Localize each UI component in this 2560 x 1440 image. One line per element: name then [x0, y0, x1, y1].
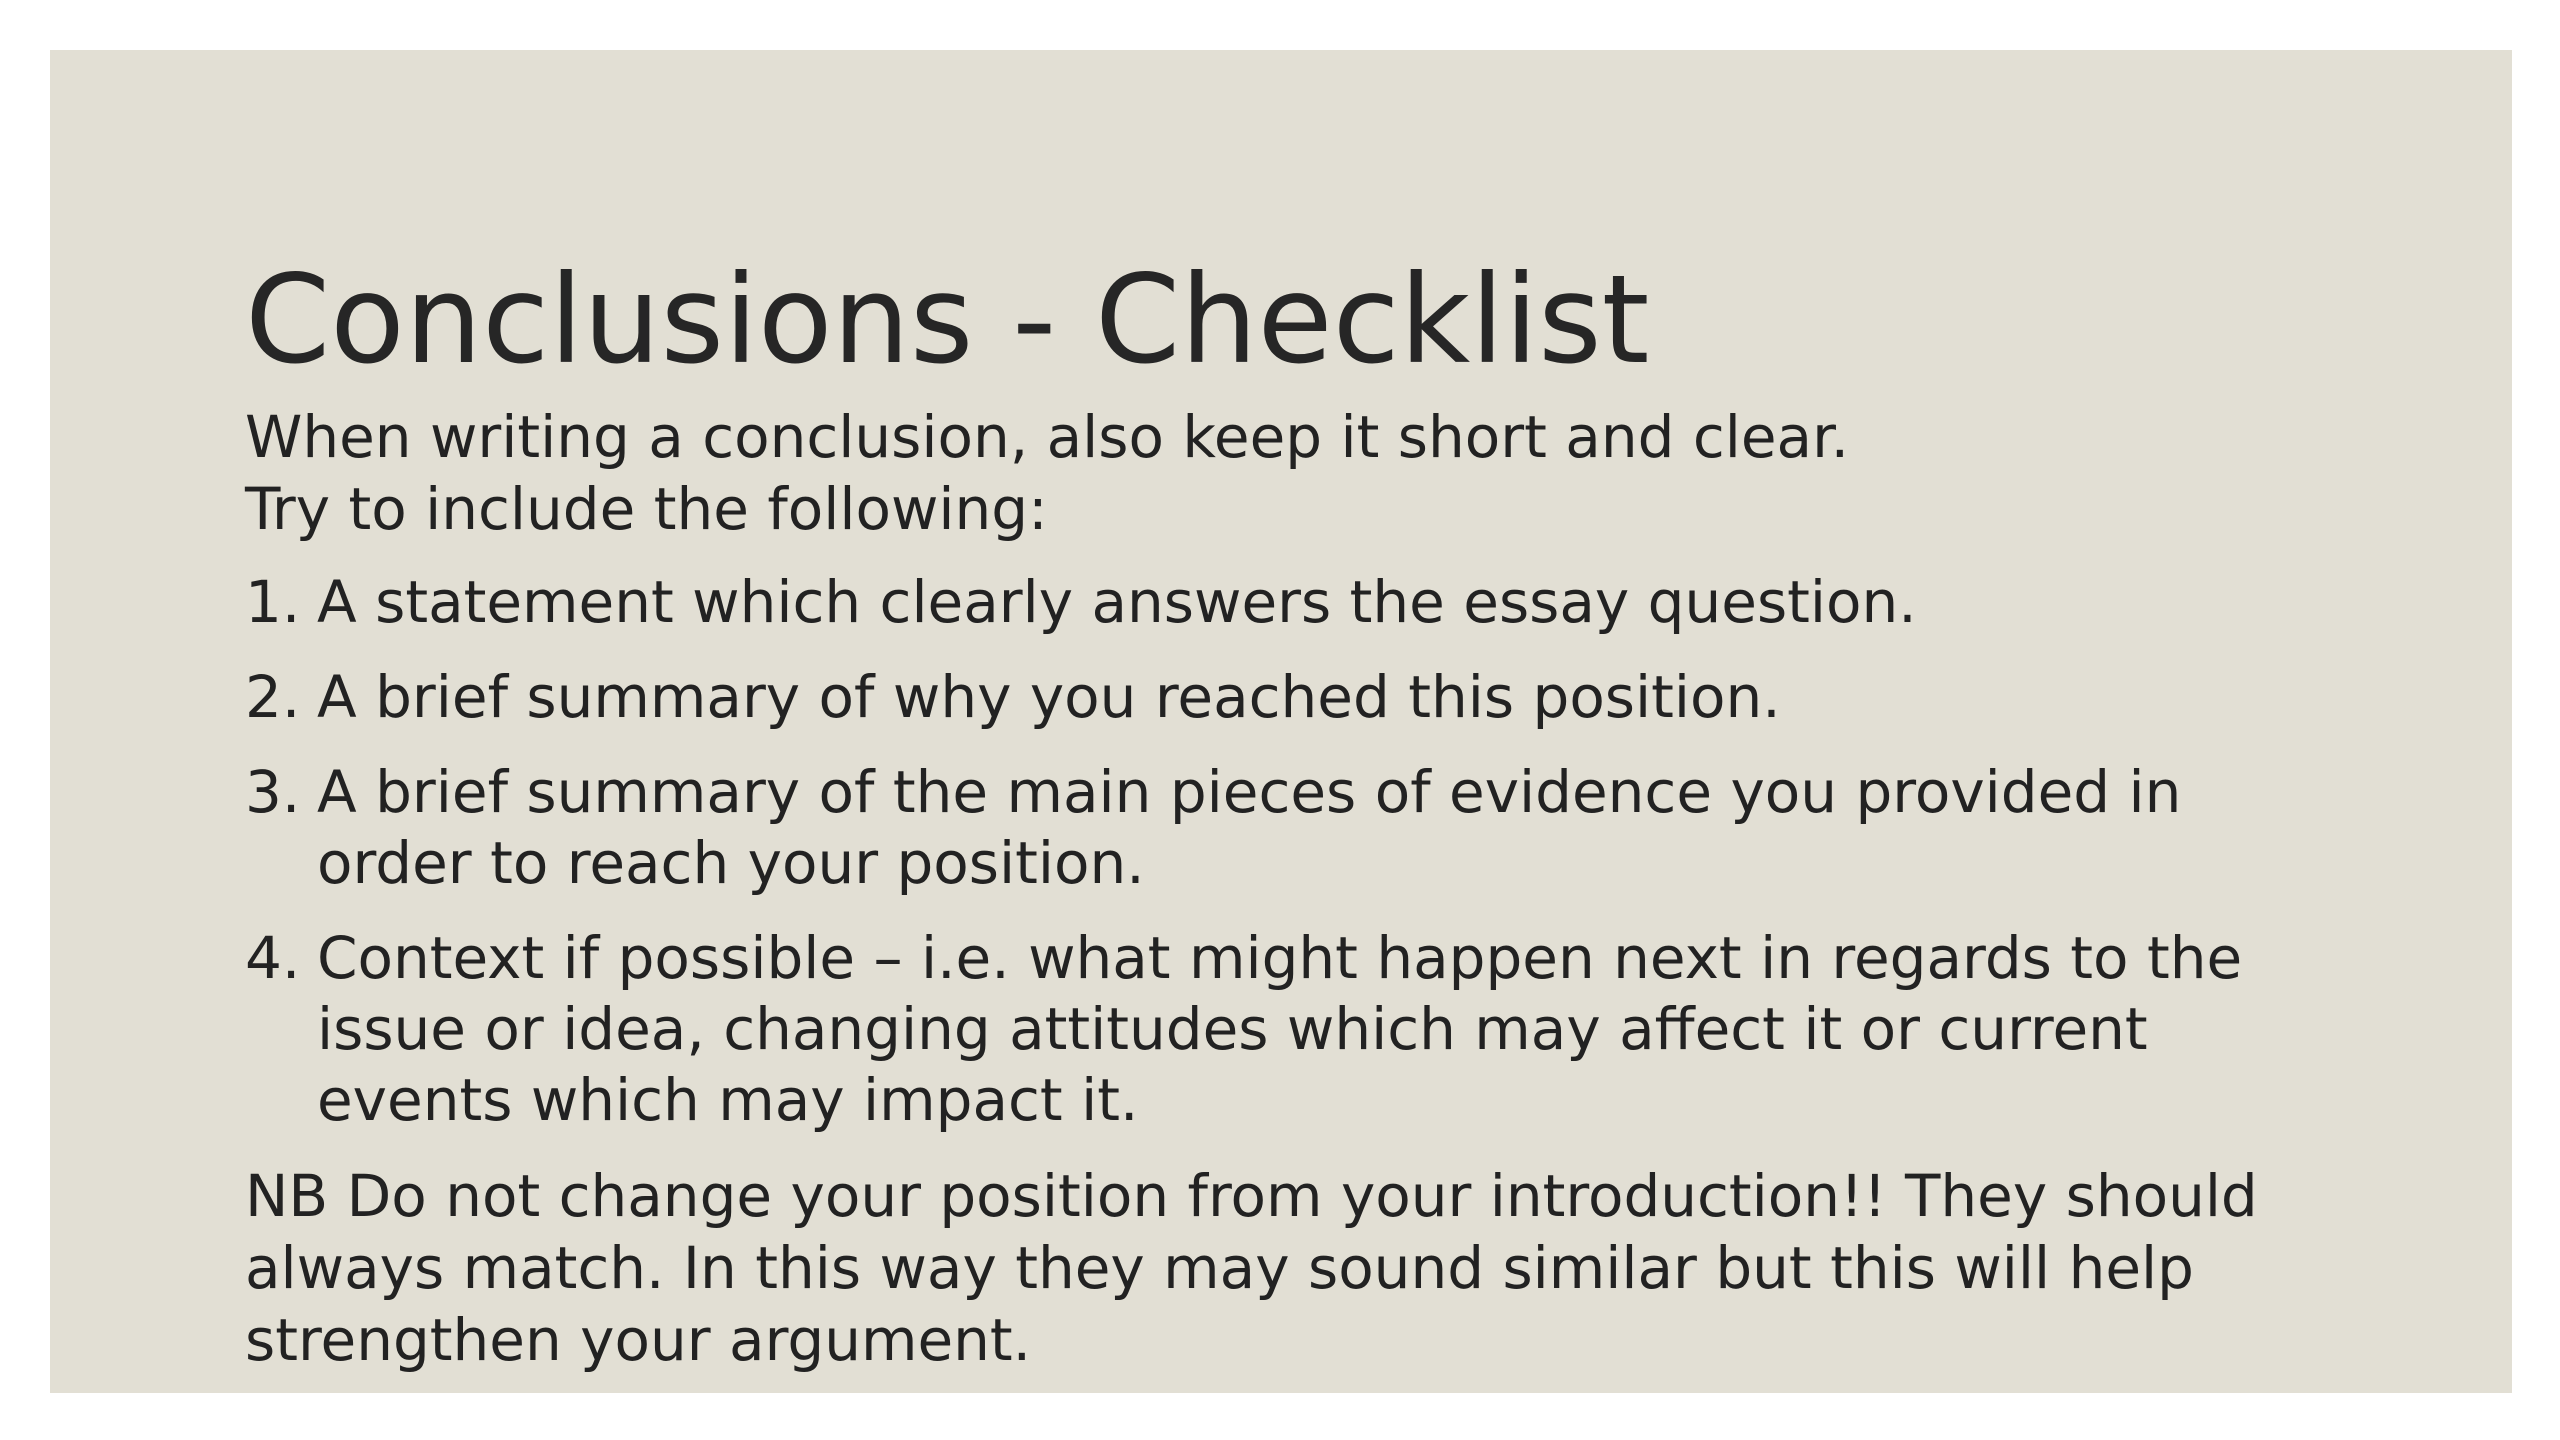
checklist — [245, 567, 2385, 1136]
intro-text — [245, 401, 2385, 545]
item-number: 1. — [245, 568, 301, 636]
intro-line: When writing a conclusion, also keep it short and clear. — [245, 403, 1850, 471]
checklist-item — [245, 923, 2385, 1136]
slide-title: Conclusions - Checklist — [245, 249, 1650, 391]
item-text: Context if possible – i.e. what might happen next in regards to the issue or idea, changing attitudes which may affect it or current events which may impact it. — [317, 924, 2243, 1134]
item-number: 2. — [245, 663, 301, 731]
checklist-item — [245, 757, 2385, 899]
item-number: 4. — [245, 924, 301, 992]
slide — [50, 50, 2512, 1393]
checklist-item — [245, 567, 2385, 638]
intro-line: Try to include the following: — [245, 475, 1048, 543]
checklist-item — [245, 662, 2385, 733]
item-text: A brief summary of the main pieces of evidence you provided in order to reach your position. — [317, 758, 2182, 897]
item-text: A brief summary of why you reached this position. — [317, 663, 1781, 731]
slide-content — [245, 245, 2385, 1376]
item-text: A statement which clearly answers the essay question. — [317, 568, 1917, 636]
item-number: 3. — [245, 758, 301, 826]
note-text: NB Do not change your position from your introduction!! They should always match. In this way they may sound similar but this will help strengthen your argument. — [245, 1162, 2258, 1374]
